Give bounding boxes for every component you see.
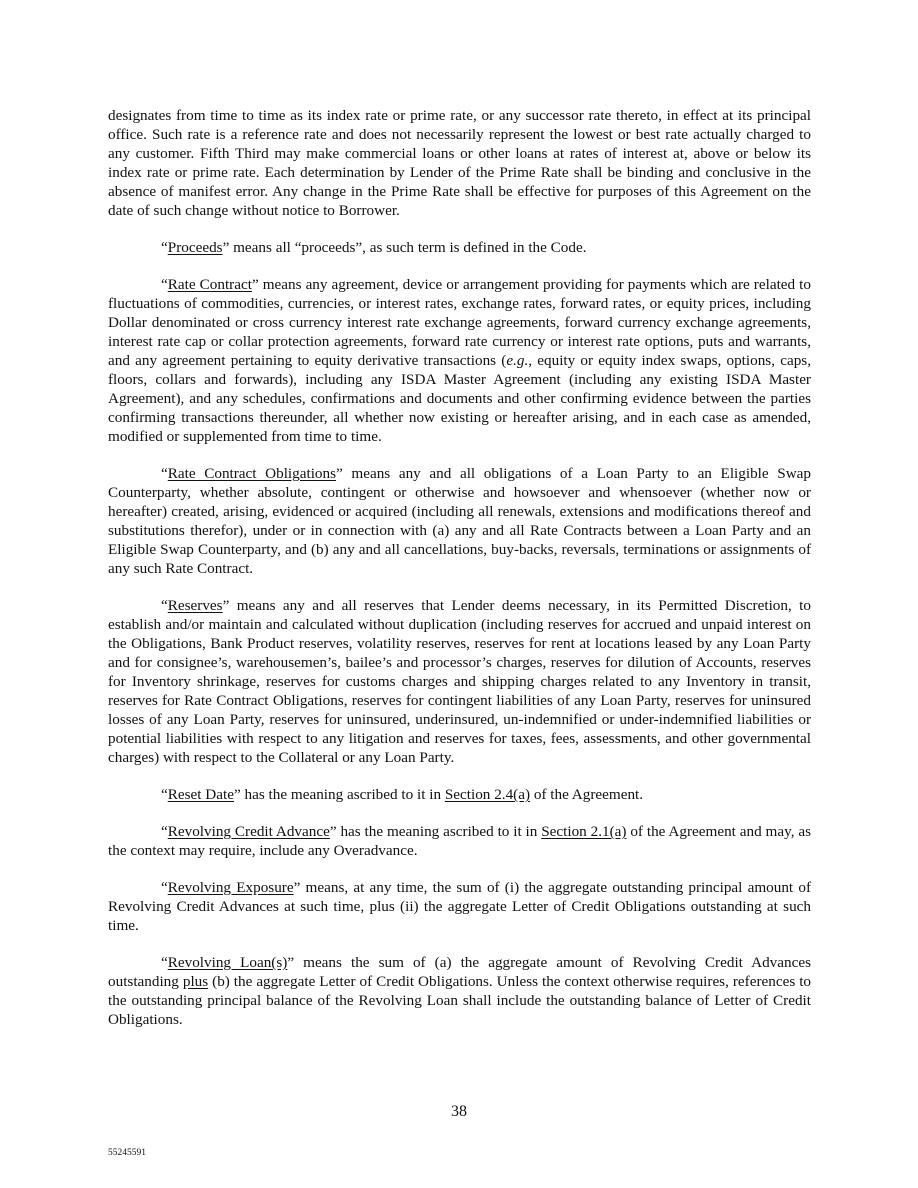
quote-mark: “ [161,823,168,840]
defined-term: Reset Date [167,786,234,803]
definition-text-continued: , equity or equity index swaps, options, caps, floors, collars and forwards), including any ISDA Master Agreement (including any existing ISDA Master Agreement), and any schedules, confirmations and documents and other confirming evidence between the parties confirming transactions thereunder, all whether now existing or hereafter arising, and in each case as amended, modified or supplemented from time to time. [108,352,811,445]
page-number: 38 [451,1103,467,1120]
defined-term: Rate Contract [167,276,252,293]
definition-text: ” means any agreement, device or arrangement providing for payments which are related to fluctuations of commodities, currencies, or interest rates, exchange rates, forward rates, or equity prices, including Dollar denominated or cross currency interest rate exchange agreements, forward currency exchange agreements, interest rate cap or collar protection agreements, forward rate currency or interest rate options, puts and warrants, and any agreement pertaining to equity derivative transactions ( [108,276,811,369]
paragraph-text: designates from time to time as its index rate or prime rate, or any successor rate thereto, in effect at its principal office. Such rate is a reference rate and does not necessarily represent the lowest or best rate actually charged to any customer. Fifth Third may make commercial loans or other loans at rates of interest at, above or below its index rate or prime rate. Each determination by Lender of the Prime Rate shall be binding and conclusive in the absence of manifest error. Any change in the Prime Rate shall be effective for purposes of this Agreement on the date of such change without notice to Borrower. [108,107,811,219]
defined-term: Revolving Loan(s) [167,954,288,971]
italic-eg: e.g. [506,352,529,369]
defined-term: Proceeds [167,239,223,256]
quote-mark: “ [161,465,168,482]
definition-rate-contract-obligations [108,464,811,578]
definition-reset-date [108,785,811,804]
document-page [108,106,811,1047]
definition-revolving-credit-advance [108,822,811,860]
definition-text-continued: of the Agreement. [530,786,644,803]
paragraph-prime-rate-continued [108,106,811,220]
definition-proceeds [108,238,811,257]
quote-mark: “ [161,276,168,293]
quote-mark: “ [161,879,168,896]
definition-text: ” means any and all reserves that Lender deems necessary, in its Permitted Discretion, to establish and/or maintain and calculated without duplication (including reserves for accrued and unpaid interest on the Obligations, Bank Product reserves, volatility reserves, reserves for rent at locations leased by any Loan Party and for consignee’s, warehousemen’s, bailee’s and processor’s charges, reserves for dilution of Accounts, reserves for Inventory shrinkage, reserves for customs charges and shipping charges related to any Inventory in transit, reserves for Rate Contract Obligations, reserves for contingent liabilities of any Loan Party, reserves for uninsured losses of any Loan Party, reserves for uninsured, underinsured, un-indemnified or under-indemnified liabilities or potential liabilities with respect to any litigation and reserves for taxes, fees, assessments, and other governmental charges) with respect to the Collateral or any Loan Party. [108,597,811,766]
definition-text: ” has the meaning ascribed to it in [329,823,542,840]
document-id: 55245591 [108,1148,146,1158]
defined-term: Revolving Credit Advance [167,823,330,840]
quote-mark: “ [161,786,168,803]
defined-term: Revolving Exposure [167,879,294,896]
underlined-plus: plus [182,973,209,990]
definition-text: ” means the sum of (a) the aggregate amount of Revolving Credit Advances outstanding [108,954,811,990]
section-reference: Section 2.4(a) [444,786,531,803]
section-reference: Section 2.1(a) [541,823,627,840]
definition-text: ” has the meaning ascribed to it in [233,786,445,803]
definition-text: ” means any and all obligations of a Loan Party to an Eligible Swap Counterparty, whether absolute, contingent or otherwise and howsoever and whensoever (whether now or hereafter) created, arising, evidenced or acquired (including all renewals, extensions and modifications thereof and substitutions therefor), under or in connection with (a) any and all Rate Contracts between a Loan Party and an Eligible Swap Counterparty, and (b) any and all cancellations, buy-backs, reversals, terminations or assignments of any such Rate Contract. [108,465,812,577]
definition-text-continued: (b) the aggregate Letter of Credit Obligations. Unless the context otherwise requires, references to the outstanding principal balance of the Revolving Loan shall include the outstanding balance of Letter of Credit Obligations. [108,973,812,1028]
quote-mark: “ [161,597,168,614]
defined-term: Rate Contract Obligations [167,465,337,482]
quote-mark: “ [161,239,168,256]
definition-rate-contract [108,275,811,446]
definition-text: ” means all “proceeds”, as such term is defined in the Code. [222,239,587,256]
quote-mark: “ [161,954,168,971]
defined-term: Reserves [167,597,223,614]
definition-revolving-exposure [108,878,811,935]
definition-text-continued: of the Agreement and may, as the context may require, include any Overadvance. [108,823,812,859]
definition-text: ” means, at any time, the sum of (i) the aggregate outstanding principal amount of Revolving Credit Advances at such time, plus (ii) the aggregate Letter of Credit Obligations outstanding at such time. [108,879,812,934]
definition-revolving-loans [108,953,811,1029]
definition-reserves [108,596,811,767]
